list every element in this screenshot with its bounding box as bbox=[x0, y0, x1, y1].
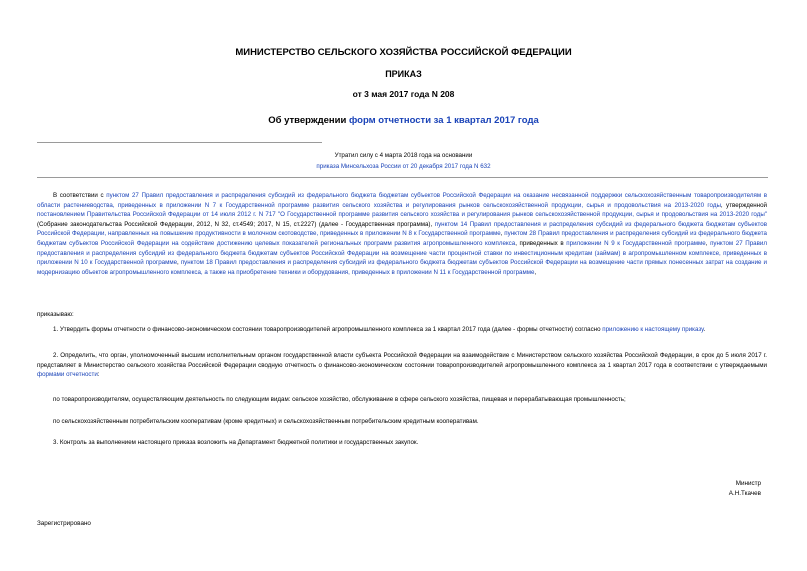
preamble-text: , bbox=[705, 239, 711, 247]
sub-item-1: по товаропроизводителям, осуществляющим деятельность по следующим видам: сельское хозяйство, обслуживание в сфере сельского хозяйства, пищевая и перерабатывающая промышленность; bbox=[53, 396, 626, 403]
document-title bbox=[0, 115, 807, 126]
preamble-text: , bbox=[500, 230, 505, 238]
title-prefix: Об утверждении bbox=[268, 115, 349, 126]
preamble-link[interactable]: пунктом 18 Правил предоставления и распределения субсидий из федерального бюджета бюджетам субъектов Российской Федерации на возмещение части прямых понесенных затрат на создание и модернизацию объектов агропромышленного комплекса, а также на приобретение техники и оборудования, приведенных в приложении N 11 к Государственной программе bbox=[37, 259, 767, 276]
preamble-text: В соответствии с bbox=[53, 192, 107, 199]
preamble-link[interactable]: приложении N 9 к Государственной программе bbox=[566, 239, 706, 247]
preamble-link[interactable]: пунктом 28 Правил предоставления и распределения субсидий из федерального бюджета бюджетам субъектов Российской Федерации на содействие достижению целевых показателей региональных программ развития агропромышленного комплекса bbox=[37, 230, 767, 247]
doc-type-heading: ПРИКАЗ bbox=[385, 69, 422, 79]
preamble-text: , утвержденной bbox=[720, 201, 767, 209]
item-1 bbox=[37, 325, 767, 335]
status-note-link[interactable]: приказа Минсельхоза России от 20 декабря 2017 года N 632 bbox=[316, 163, 491, 170]
item-2-link[interactable]: формами отчетности bbox=[37, 371, 98, 379]
preamble-link[interactable]: пунктом 14 Правил предоставления и распределения субсидий из федерального бюджета бюджетам субъектов Российской Федерации, направленных на повышение продуктивности в молочном скотоводстве, приведенных в приложении N 8 к Государственной программе bbox=[37, 220, 767, 238]
item-1-link[interactable]: приложению к настоящему приказу bbox=[602, 326, 704, 333]
item-3: 3. Контроль за выполнением настоящего приказа возложить на Департамент бюджетной политики и государственных закупок. bbox=[53, 439, 419, 446]
preamble-text: (Собрание законодательства Российской Федерации, 2012, N 32, ст.4549; 2017, N 15, ст.2227) (далее - Государственная программа), bbox=[37, 220, 435, 228]
item-2-end: : bbox=[97, 371, 100, 379]
title-link[interactable]: форм отчетности за 1 квартал 2017 года bbox=[348, 115, 539, 126]
preamble-text: , приведенных в bbox=[515, 239, 567, 247]
ministry-heading: МИНИСТЕРСТВО СЕЛЬСКОГО ХОЗЯЙСТВА РОССИЙСКОЙ ФЕДЕРАЦИИ bbox=[235, 47, 572, 58]
preamble-link[interactable]: пунктом 27 Правил предоставления и распределения субсидий из федерального бюджета бюджетам субъектов Российской Федерации на оказание несвязанной поддержки сельскохозяйственным товаропроизводителям в области растениеводства, приведенных в приложении N 7 к Государственной программе развития сельского хозяйства и регулирования рынков сельскохозяйственной продукции, сырья и продовольствия на 2013-2020 годы bbox=[37, 192, 767, 209]
preamble-paragraph bbox=[37, 191, 767, 277]
order-word: приказываю: bbox=[37, 311, 74, 318]
preamble-text: , bbox=[534, 268, 537, 276]
registered-label: Зарегистрировано bbox=[37, 520, 91, 527]
date-number-heading: от 3 мая 2017 года N 208 bbox=[352, 89, 455, 99]
divider-short bbox=[37, 142, 322, 143]
signature-position: Министр bbox=[735, 480, 761, 487]
sub-item-2: по сельскохозяйственным потребительским кооперативам (кроме кредитных) и сельскохозяйственным потребительским кредитным кооперативам. bbox=[53, 418, 479, 425]
item-2 bbox=[37, 351, 767, 380]
preamble-text: , bbox=[177, 259, 181, 267]
signature-name: А.Н.Ткачев bbox=[728, 490, 761, 497]
item-1-end: . bbox=[703, 326, 706, 333]
preamble-link[interactable]: пунктом 27 Правил предоставления и распределения субсидий из федерального бюджета бюджетам субъектов Российской Федерации на возмещение части процентной ставки по инвестиционным кредитам (займам) в агропромышленном комплексе, приведенных в приложении N 10 к Государственной программе bbox=[37, 239, 767, 267]
preamble-link[interactable]: постановлением Правительства Российской Федерации от 14 июля 2012 г. N 717 "О Государственной программе развития сельского хозяйства и регулирования рынков сельскохозяйственной продукции, сырья и продовольствия на 2013-2020 годы" bbox=[37, 211, 767, 219]
divider-full bbox=[37, 177, 768, 178]
item-2-text: 2. Определить, что орган, уполномоченный высшим исполнительным органом государственной власти субъекта Российской Федерации на взаимодействие с Министерством сельского хозяйства Российской Федерации, в срок до 5 июля 2017 г. представляет в Министерство сельского хозяйства Российской Федерации сводную отчетность о финансово-экономическом состоянии товаропроизводителей агропромышленного комплекса за 1 квартал 2017 года в соответствии с утверждаемыми bbox=[37, 352, 767, 369]
item-1-text: 1. Утвердить формы отчетности о финансово-экономическом состоянии товаропроизводителей агропромышленного комплекса за 1 квартал 2017 года (далее - формы отчетности) согласно bbox=[53, 326, 603, 333]
status-note-line1: Утратил силу с 4 марта 2018 года на основании bbox=[334, 152, 473, 159]
